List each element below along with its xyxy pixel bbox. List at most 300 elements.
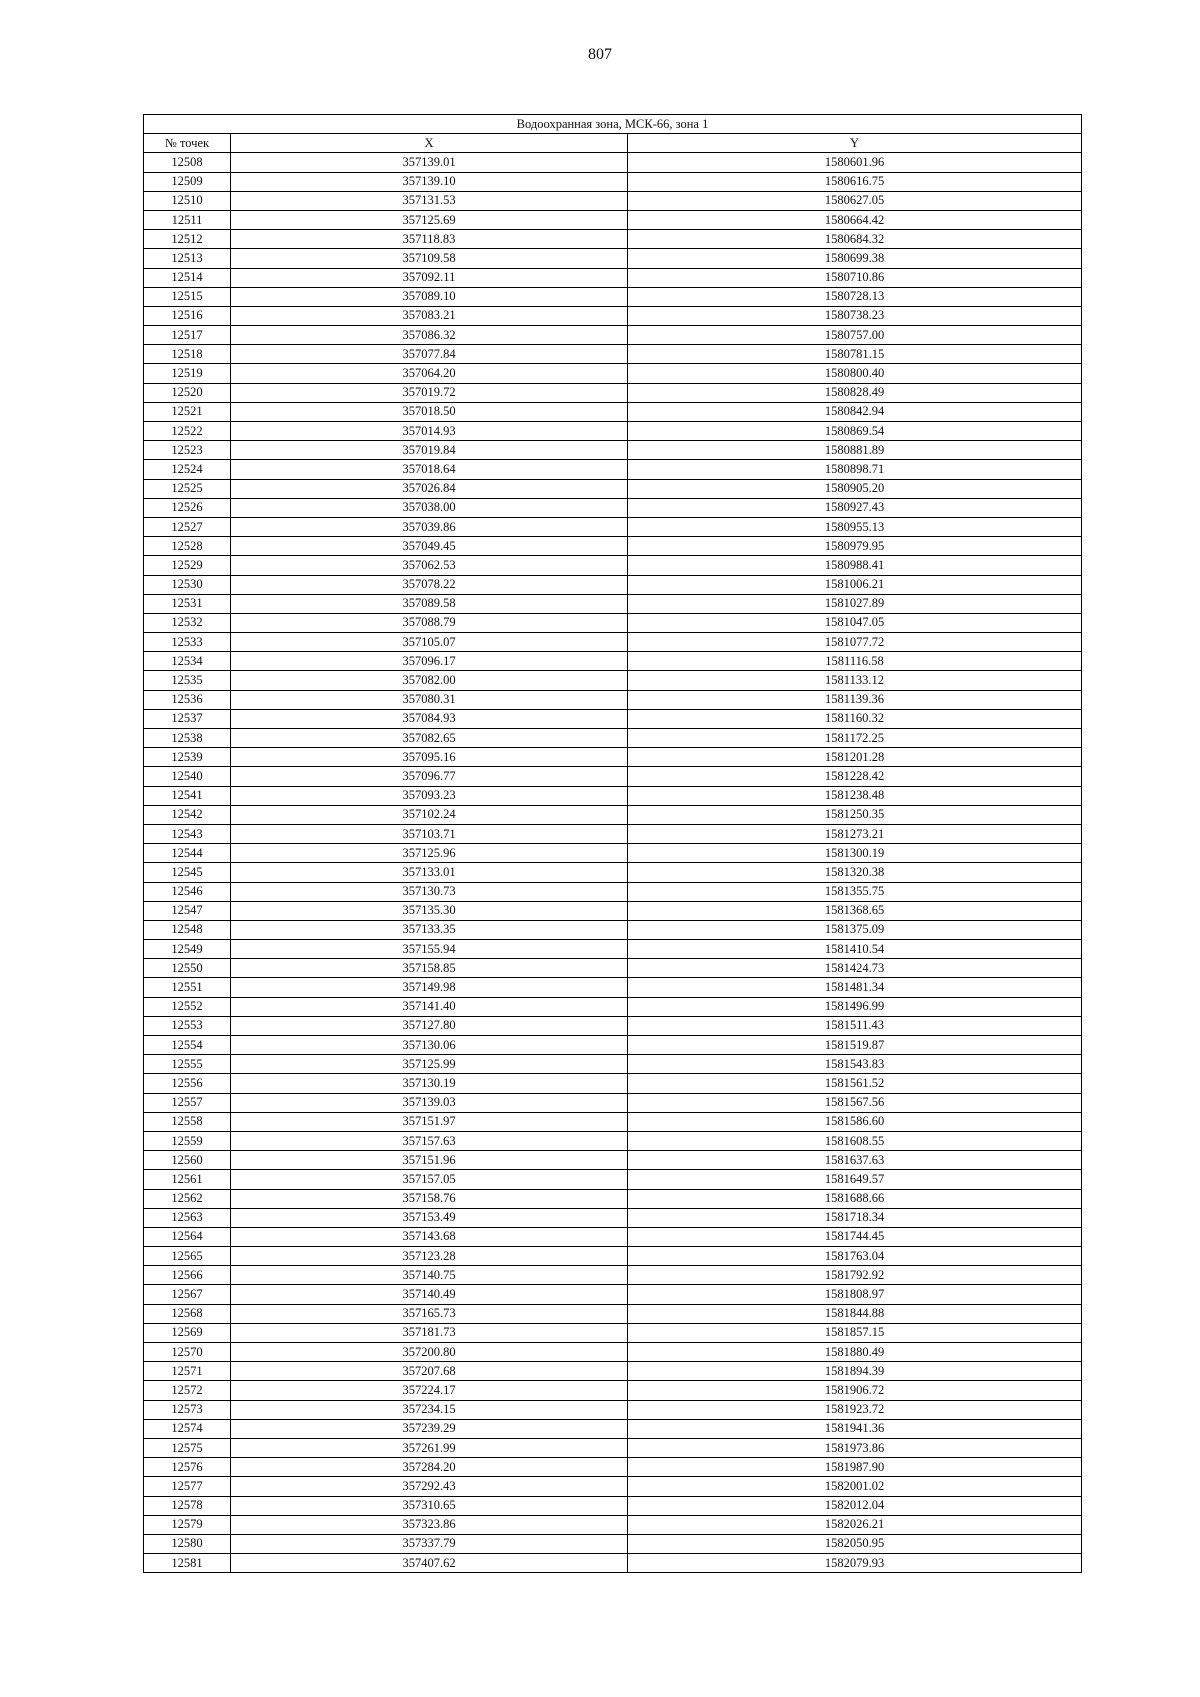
point-number-cell: 12549 [144, 940, 231, 959]
x-coordinate-cell: 357151.97 [231, 1112, 628, 1131]
table-row [144, 556, 1082, 575]
table-row [144, 268, 1082, 287]
table-row [144, 594, 1082, 613]
point-number-cell: 12520 [144, 383, 231, 402]
y-coordinate-cell: 1581300.19 [628, 844, 1082, 863]
table-row [144, 1304, 1082, 1323]
y-coordinate-cell: 1581006.21 [628, 575, 1082, 594]
table-row [144, 1438, 1082, 1457]
table-row [144, 671, 1082, 690]
y-coordinate-cell: 1581844.88 [628, 1304, 1082, 1323]
x-coordinate-cell: 357158.76 [231, 1189, 628, 1208]
point-number-cell: 12532 [144, 613, 231, 632]
y-coordinate-cell: 1580699.38 [628, 249, 1082, 268]
x-coordinate-cell: 357140.49 [231, 1285, 628, 1304]
table-row [144, 1170, 1082, 1189]
x-coordinate-cell: 357135.30 [231, 901, 628, 920]
table-row [144, 441, 1082, 460]
x-coordinate-cell: 357064.20 [231, 364, 628, 383]
point-number-cell: 12576 [144, 1458, 231, 1477]
coordinates-table [143, 114, 1082, 1573]
table-row [144, 1112, 1082, 1131]
table-row [144, 863, 1082, 882]
table-row [144, 709, 1082, 728]
point-number-cell: 12559 [144, 1131, 231, 1150]
point-number-cell: 12569 [144, 1323, 231, 1342]
x-coordinate-cell: 357284.20 [231, 1458, 628, 1477]
y-coordinate-cell: 1580757.00 [628, 326, 1082, 345]
x-coordinate-cell: 357141.40 [231, 997, 628, 1016]
x-coordinate-cell: 357093.23 [231, 786, 628, 805]
point-number-cell: 12531 [144, 594, 231, 613]
x-coordinate-cell: 357089.10 [231, 287, 628, 306]
x-coordinate-cell: 357131.53 [231, 191, 628, 210]
column-header-y: Y [628, 134, 1082, 153]
y-coordinate-cell: 1582079.93 [628, 1554, 1082, 1573]
y-coordinate-cell: 1580738.23 [628, 306, 1082, 325]
point-number-cell: 12527 [144, 517, 231, 536]
table-row [144, 1016, 1082, 1035]
y-coordinate-cell: 1580905.20 [628, 479, 1082, 498]
table-row [144, 326, 1082, 345]
x-coordinate-cell: 357140.75 [231, 1266, 628, 1285]
page-number: 807 [588, 46, 612, 63]
point-number-cell: 12548 [144, 920, 231, 939]
x-coordinate-cell: 357105.07 [231, 633, 628, 652]
point-number-cell: 12539 [144, 748, 231, 767]
point-number-cell: 12533 [144, 633, 231, 652]
table-row [144, 978, 1082, 997]
y-coordinate-cell: 1581047.05 [628, 613, 1082, 632]
x-coordinate-cell: 357038.00 [231, 498, 628, 517]
table-row [144, 633, 1082, 652]
point-number-cell: 12526 [144, 498, 231, 517]
table-row [144, 1400, 1082, 1419]
table-row [144, 882, 1082, 901]
y-coordinate-cell: 1580881.89 [628, 441, 1082, 460]
x-coordinate-cell: 357125.99 [231, 1055, 628, 1074]
point-number-cell: 12545 [144, 863, 231, 882]
y-coordinate-cell: 1581519.87 [628, 1036, 1082, 1055]
table-row [144, 306, 1082, 325]
point-number-cell: 12544 [144, 844, 231, 863]
table-body [144, 153, 1082, 1573]
point-number-cell: 12551 [144, 978, 231, 997]
table-row [144, 383, 1082, 402]
point-number-cell: 12567 [144, 1285, 231, 1304]
x-coordinate-cell: 357181.73 [231, 1323, 628, 1342]
point-number-cell: 12516 [144, 306, 231, 325]
table-caption-row [144, 115, 1082, 134]
y-coordinate-cell: 1581688.66 [628, 1189, 1082, 1208]
point-number-cell: 12530 [144, 575, 231, 594]
table-row [144, 748, 1082, 767]
x-coordinate-cell: 357151.96 [231, 1151, 628, 1170]
table-row [144, 153, 1082, 172]
point-number-cell: 12558 [144, 1112, 231, 1131]
y-coordinate-cell: 1581160.32 [628, 709, 1082, 728]
table-row [144, 1477, 1082, 1496]
y-coordinate-cell: 1580710.86 [628, 268, 1082, 287]
point-number-cell: 12546 [144, 882, 231, 901]
x-coordinate-cell: 357089.58 [231, 594, 628, 613]
table-row [144, 1534, 1082, 1553]
x-coordinate-cell: 357149.98 [231, 978, 628, 997]
point-number-cell: 12579 [144, 1515, 231, 1534]
point-number-cell: 12543 [144, 824, 231, 843]
table-row [144, 172, 1082, 191]
point-number-cell: 12537 [144, 709, 231, 728]
point-number-cell: 12568 [144, 1304, 231, 1323]
x-coordinate-cell: 357078.22 [231, 575, 628, 594]
x-coordinate-cell: 357080.31 [231, 690, 628, 709]
table-row [144, 1554, 1082, 1573]
table-row [144, 1227, 1082, 1246]
table-row [144, 1515, 1082, 1534]
x-coordinate-cell: 357039.86 [231, 517, 628, 536]
y-coordinate-cell: 1580664.42 [628, 210, 1082, 229]
point-number-cell: 12508 [144, 153, 231, 172]
x-coordinate-cell: 357014.93 [231, 422, 628, 441]
y-coordinate-cell: 1581077.72 [628, 633, 1082, 652]
point-number-cell: 12570 [144, 1343, 231, 1362]
x-coordinate-cell: 357337.79 [231, 1534, 628, 1553]
y-coordinate-cell: 1580800.40 [628, 364, 1082, 383]
table-row [144, 1285, 1082, 1304]
x-coordinate-cell: 357018.64 [231, 460, 628, 479]
y-coordinate-cell: 1581410.54 [628, 940, 1082, 959]
y-coordinate-cell: 1581368.65 [628, 901, 1082, 920]
table-row [144, 690, 1082, 709]
table-row [144, 824, 1082, 843]
table-row [144, 1323, 1082, 1342]
point-number-cell: 12534 [144, 652, 231, 671]
table-row [144, 1381, 1082, 1400]
table-row [144, 479, 1082, 498]
point-number-cell: 12553 [144, 1016, 231, 1035]
table-row [144, 230, 1082, 249]
y-coordinate-cell: 1582012.04 [628, 1496, 1082, 1515]
x-coordinate-cell: 357158.85 [231, 959, 628, 978]
x-coordinate-cell: 357157.05 [231, 1170, 628, 1189]
column-header-x: X [231, 134, 628, 153]
y-coordinate-cell: 1581481.34 [628, 978, 1082, 997]
y-coordinate-cell: 1581116.58 [628, 652, 1082, 671]
x-coordinate-cell: 357207.68 [231, 1362, 628, 1381]
x-coordinate-cell: 357096.17 [231, 652, 628, 671]
point-number-cell: 12541 [144, 786, 231, 805]
y-coordinate-cell: 1580616.75 [628, 172, 1082, 191]
x-coordinate-cell: 357082.00 [231, 671, 628, 690]
table-row [144, 729, 1082, 748]
table-row [144, 844, 1082, 863]
y-coordinate-cell: 1582001.02 [628, 1477, 1082, 1496]
y-coordinate-cell: 1581608.55 [628, 1131, 1082, 1150]
y-coordinate-cell: 1582050.95 [628, 1534, 1082, 1553]
point-number-cell: 12555 [144, 1055, 231, 1074]
x-coordinate-cell: 357109.58 [231, 249, 628, 268]
point-number-cell: 12509 [144, 172, 231, 191]
point-number-cell: 12554 [144, 1036, 231, 1055]
y-coordinate-cell: 1581923.72 [628, 1400, 1082, 1419]
y-coordinate-cell: 1580684.32 [628, 230, 1082, 249]
x-coordinate-cell: 357165.73 [231, 1304, 628, 1323]
x-coordinate-cell: 357062.53 [231, 556, 628, 575]
x-coordinate-cell: 357118.83 [231, 230, 628, 249]
y-coordinate-cell: 1581355.75 [628, 882, 1082, 901]
point-number-cell: 12557 [144, 1093, 231, 1112]
point-number-cell: 12562 [144, 1189, 231, 1208]
x-coordinate-cell: 357153.49 [231, 1208, 628, 1227]
y-coordinate-cell: 1580627.05 [628, 191, 1082, 210]
x-coordinate-cell: 357086.32 [231, 326, 628, 345]
table-row [144, 287, 1082, 306]
table-row [144, 1036, 1082, 1055]
point-number-cell: 12519 [144, 364, 231, 383]
table-row [144, 1362, 1082, 1381]
point-number-cell: 12550 [144, 959, 231, 978]
x-coordinate-cell: 357200.80 [231, 1343, 628, 1362]
y-coordinate-cell: 1581744.45 [628, 1227, 1082, 1246]
x-coordinate-cell: 357130.73 [231, 882, 628, 901]
table-row [144, 997, 1082, 1016]
x-coordinate-cell: 357407.62 [231, 1554, 628, 1573]
point-number-cell: 12572 [144, 1381, 231, 1400]
table-row [144, 652, 1082, 671]
table-caption: Водоохранная зона, МСК-66, зона 1 [144, 115, 1082, 134]
y-coordinate-cell: 1581973.86 [628, 1438, 1082, 1457]
table-row [144, 786, 1082, 805]
x-coordinate-cell: 357157.63 [231, 1131, 628, 1150]
point-number-cell: 12521 [144, 402, 231, 421]
table-row [144, 1055, 1082, 1074]
point-number-cell: 12552 [144, 997, 231, 1016]
x-coordinate-cell: 357234.15 [231, 1400, 628, 1419]
x-coordinate-cell: 357077.84 [231, 345, 628, 364]
y-coordinate-cell: 1581424.73 [628, 959, 1082, 978]
y-coordinate-cell: 1580988.41 [628, 556, 1082, 575]
x-coordinate-cell: 357102.24 [231, 805, 628, 824]
point-number-cell: 12564 [144, 1227, 231, 1246]
column-header-point-number: № точек [144, 134, 231, 153]
table-row [144, 805, 1082, 824]
x-coordinate-cell: 357103.71 [231, 824, 628, 843]
y-coordinate-cell: 1581808.97 [628, 1285, 1082, 1304]
x-coordinate-cell: 357139.10 [231, 172, 628, 191]
x-coordinate-cell: 357018.50 [231, 402, 628, 421]
x-coordinate-cell: 357019.72 [231, 383, 628, 402]
table-row [144, 920, 1082, 939]
y-coordinate-cell: 1581543.83 [628, 1055, 1082, 1074]
y-coordinate-cell: 1581027.89 [628, 594, 1082, 613]
table-row [144, 517, 1082, 536]
x-coordinate-cell: 357139.01 [231, 153, 628, 172]
point-number-cell: 12510 [144, 191, 231, 210]
x-coordinate-cell: 357310.65 [231, 1496, 628, 1515]
table-row [144, 959, 1082, 978]
y-coordinate-cell: 1580828.49 [628, 383, 1082, 402]
table-row [144, 1419, 1082, 1438]
x-coordinate-cell: 357143.68 [231, 1227, 628, 1246]
x-coordinate-cell: 357084.93 [231, 709, 628, 728]
point-number-cell: 12575 [144, 1438, 231, 1457]
x-coordinate-cell: 357261.99 [231, 1438, 628, 1457]
x-coordinate-cell: 357224.17 [231, 1381, 628, 1400]
y-coordinate-cell: 1581201.28 [628, 748, 1082, 767]
table-row [144, 1343, 1082, 1362]
point-number-cell: 12542 [144, 805, 231, 824]
y-coordinate-cell: 1581511.43 [628, 1016, 1082, 1035]
y-coordinate-cell: 1581857.15 [628, 1323, 1082, 1342]
y-coordinate-cell: 1581139.36 [628, 690, 1082, 709]
table-row [144, 901, 1082, 920]
y-coordinate-cell: 1581561.52 [628, 1074, 1082, 1093]
point-number-cell: 12514 [144, 268, 231, 287]
point-number-cell: 12563 [144, 1208, 231, 1227]
point-number-cell: 12571 [144, 1362, 231, 1381]
point-number-cell: 12560 [144, 1151, 231, 1170]
point-number-cell: 12580 [144, 1534, 231, 1553]
point-number-cell: 12556 [144, 1074, 231, 1093]
y-coordinate-cell: 1580898.71 [628, 460, 1082, 479]
table-row [144, 1151, 1082, 1170]
table-row [144, 1074, 1082, 1093]
table-row [144, 1131, 1082, 1150]
table-row [144, 498, 1082, 517]
table-row [144, 210, 1082, 229]
table-row [144, 537, 1082, 556]
y-coordinate-cell: 1580601.96 [628, 153, 1082, 172]
x-coordinate-cell: 357095.16 [231, 748, 628, 767]
x-coordinate-cell: 357026.84 [231, 479, 628, 498]
table-row [144, 460, 1082, 479]
point-number-cell: 12566 [144, 1266, 231, 1285]
table-row [144, 191, 1082, 210]
table-row [144, 422, 1082, 441]
y-coordinate-cell: 1581906.72 [628, 1381, 1082, 1400]
x-coordinate-cell: 357092.11 [231, 268, 628, 287]
point-number-cell: 12536 [144, 690, 231, 709]
y-coordinate-cell: 1580927.43 [628, 498, 1082, 517]
table-row [144, 1458, 1082, 1477]
y-coordinate-cell: 1581496.99 [628, 997, 1082, 1016]
table-row [144, 1208, 1082, 1227]
point-number-cell: 12522 [144, 422, 231, 441]
x-coordinate-cell: 357088.79 [231, 613, 628, 632]
y-coordinate-cell: 1581941.36 [628, 1419, 1082, 1438]
x-coordinate-cell: 357133.01 [231, 863, 628, 882]
y-coordinate-cell: 1581172.25 [628, 729, 1082, 748]
point-number-cell: 12578 [144, 1496, 231, 1515]
x-coordinate-cell: 357130.19 [231, 1074, 628, 1093]
y-coordinate-cell: 1581894.39 [628, 1362, 1082, 1381]
y-coordinate-cell: 1581792.92 [628, 1266, 1082, 1285]
y-coordinate-cell: 1581880.49 [628, 1343, 1082, 1362]
point-number-cell: 12565 [144, 1247, 231, 1266]
y-coordinate-cell: 1581718.34 [628, 1208, 1082, 1227]
y-coordinate-cell: 1581375.09 [628, 920, 1082, 939]
table-row [144, 1189, 1082, 1208]
point-number-cell: 12535 [144, 671, 231, 690]
point-number-cell: 12573 [144, 1400, 231, 1419]
y-coordinate-cell: 1581228.42 [628, 767, 1082, 786]
point-number-cell: 12512 [144, 230, 231, 249]
y-coordinate-cell: 1580869.54 [628, 422, 1082, 441]
point-number-cell: 12561 [144, 1170, 231, 1189]
x-coordinate-cell: 357133.35 [231, 920, 628, 939]
point-number-cell: 12528 [144, 537, 231, 556]
y-coordinate-cell: 1581320.38 [628, 863, 1082, 882]
y-coordinate-cell: 1581763.04 [628, 1247, 1082, 1266]
point-number-cell: 12511 [144, 210, 231, 229]
x-coordinate-cell: 357125.96 [231, 844, 628, 863]
x-coordinate-cell: 357155.94 [231, 940, 628, 959]
table-header-row [144, 134, 1082, 153]
x-coordinate-cell: 357130.06 [231, 1036, 628, 1055]
point-number-cell: 12538 [144, 729, 231, 748]
x-coordinate-cell: 357082.65 [231, 729, 628, 748]
y-coordinate-cell: 1582026.21 [628, 1515, 1082, 1534]
x-coordinate-cell: 357292.43 [231, 1477, 628, 1496]
point-number-cell: 12574 [144, 1419, 231, 1438]
y-coordinate-cell: 1580728.13 [628, 287, 1082, 306]
y-coordinate-cell: 1581273.21 [628, 824, 1082, 843]
point-number-cell: 12513 [144, 249, 231, 268]
y-coordinate-cell: 1581567.56 [628, 1093, 1082, 1112]
table-row [144, 767, 1082, 786]
table-row [144, 345, 1082, 364]
point-number-cell: 12547 [144, 901, 231, 920]
x-coordinate-cell: 357139.03 [231, 1093, 628, 1112]
x-coordinate-cell: 357019.84 [231, 441, 628, 460]
x-coordinate-cell: 357096.77 [231, 767, 628, 786]
table-row [144, 1496, 1082, 1515]
y-coordinate-cell: 1580781.15 [628, 345, 1082, 364]
table-row [144, 1266, 1082, 1285]
point-number-cell: 12540 [144, 767, 231, 786]
point-number-cell: 12581 [144, 1554, 231, 1573]
x-coordinate-cell: 357083.21 [231, 306, 628, 325]
x-coordinate-cell: 357323.86 [231, 1515, 628, 1534]
table-row [144, 940, 1082, 959]
table-row [144, 613, 1082, 632]
y-coordinate-cell: 1580842.94 [628, 402, 1082, 421]
point-number-cell: 12523 [144, 441, 231, 460]
point-number-cell: 12525 [144, 479, 231, 498]
x-coordinate-cell: 357239.29 [231, 1419, 628, 1438]
table-row [144, 1247, 1082, 1266]
point-number-cell: 12515 [144, 287, 231, 306]
y-coordinate-cell: 1581586.60 [628, 1112, 1082, 1131]
point-number-cell: 12529 [144, 556, 231, 575]
y-coordinate-cell: 1581649.57 [628, 1170, 1082, 1189]
y-coordinate-cell: 1581250.35 [628, 805, 1082, 824]
y-coordinate-cell: 1581987.90 [628, 1458, 1082, 1477]
y-coordinate-cell: 1581637.63 [628, 1151, 1082, 1170]
point-number-cell: 12517 [144, 326, 231, 345]
table-row [144, 402, 1082, 421]
table-row [144, 364, 1082, 383]
point-number-cell: 12518 [144, 345, 231, 364]
y-coordinate-cell: 1580979.95 [628, 537, 1082, 556]
x-coordinate-cell: 357125.69 [231, 210, 628, 229]
table-row [144, 1093, 1082, 1112]
x-coordinate-cell: 357123.28 [231, 1247, 628, 1266]
x-coordinate-cell: 357049.45 [231, 537, 628, 556]
point-number-cell: 12577 [144, 1477, 231, 1496]
x-coordinate-cell: 357127.80 [231, 1016, 628, 1035]
y-coordinate-cell: 1580955.13 [628, 517, 1082, 536]
